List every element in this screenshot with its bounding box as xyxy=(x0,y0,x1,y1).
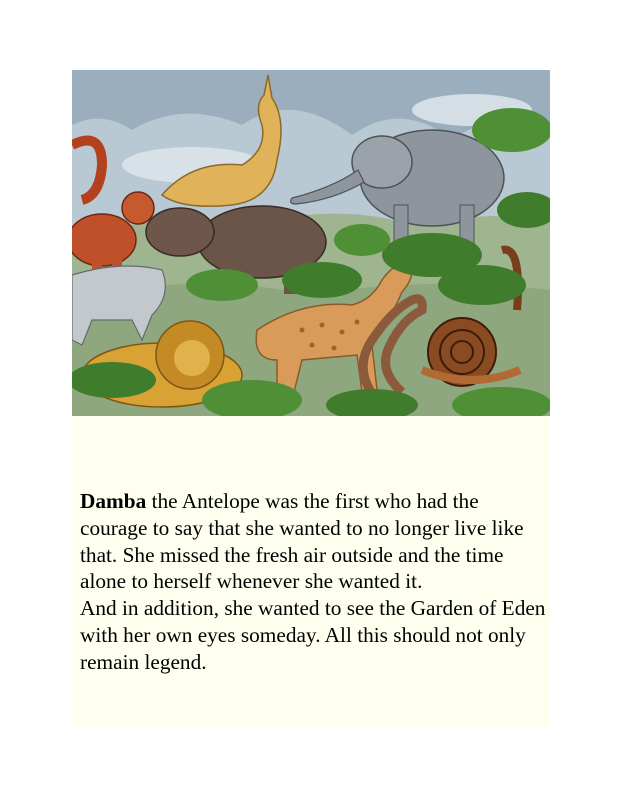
book-page xyxy=(72,70,550,728)
story-paragraph-2: And in addition, she wanted to see the Garden of Eden with her own eyes someday. All this should not only remain legend. xyxy=(80,596,546,674)
animals-illustration xyxy=(72,70,550,416)
story-paragraph-1 xyxy=(80,488,550,595)
story-paragraph-1-text: the Antelope was the first who had the courage to say that she wanted to no longer live like that. She missed the fresh air outside and the time alone to herself whenever she wanted it. xyxy=(80,489,524,594)
story-text xyxy=(80,488,550,676)
character-name: Damba xyxy=(80,489,147,513)
